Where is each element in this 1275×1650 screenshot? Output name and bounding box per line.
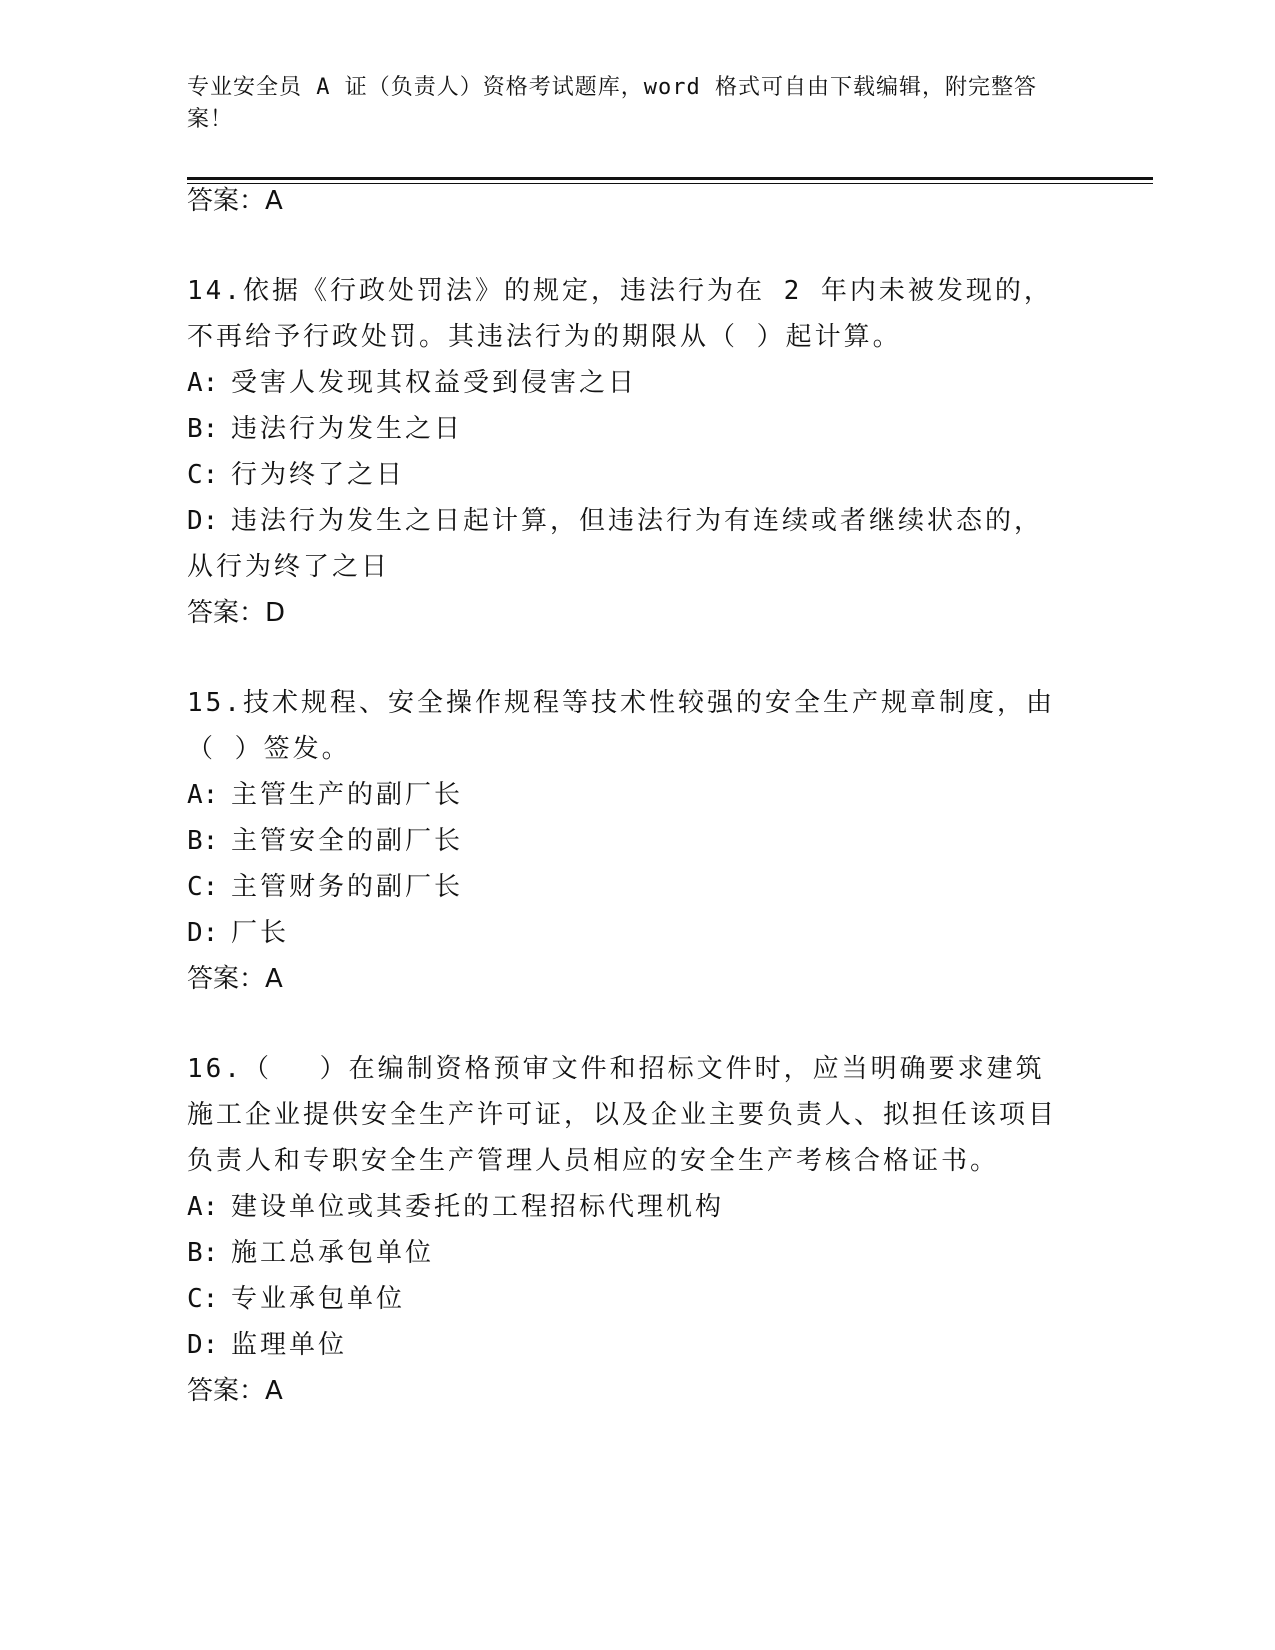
option-b <box>187 818 1067 864</box>
answer: 答案：A <box>187 1376 283 1406</box>
spacer <box>187 224 1067 268</box>
option-d <box>187 498 1067 590</box>
option-c <box>187 1276 1067 1322</box>
page-header: 专业安全员 A 证（负责人）资格考试题库，word 格式可自由下载编辑，附完整答案！ <box>187 75 1037 132</box>
answer: 答案：D <box>187 598 286 628</box>
option-letter: B: <box>187 414 219 444</box>
option-c <box>187 452 1067 498</box>
question-16 <box>187 1046 1067 1414</box>
option-letter: D: <box>187 506 219 536</box>
option-letter: A: <box>187 368 219 398</box>
option-a <box>187 1184 1067 1230</box>
content-body <box>187 178 1067 1414</box>
option-text: 监理单位 <box>231 1330 348 1360</box>
answer-previous: 答案：A <box>187 186 283 216</box>
option-letter: C: <box>187 1284 219 1314</box>
option-text: 厂长 <box>231 918 290 948</box>
option-a <box>187 360 1067 406</box>
option-letter: B: <box>187 826 219 856</box>
option-text: 主管生产的副厂长 <box>231 780 464 810</box>
option-text: 建设单位或其委托的工程招标代理机构 <box>231 1192 725 1222</box>
option-text: 专业承包单位 <box>231 1284 406 1314</box>
option-d <box>187 910 1067 956</box>
question-text: 16.（ ）在编制资格预审文件和招标文件时，应当明确要求建筑施工企业提供安全生产许可证，以及企业主要负责人、拟担任该项目负责人和专职安全生产管理人员相应的安全生产考核合格证书。 <box>187 1054 1058 1176</box>
option-a <box>187 772 1067 818</box>
option-letter: C: <box>187 460 219 490</box>
option-letter: A: <box>187 780 219 810</box>
option-letter: A: <box>187 1192 219 1222</box>
option-text: 行为终了之日 <box>231 460 406 490</box>
option-letter: D: <box>187 918 219 948</box>
option-letter: C: <box>187 872 219 902</box>
option-text: 主管安全的副厂长 <box>231 826 464 856</box>
question-text: 14.依据《行政处罚法》的规定，违法行为在 2 年内未被发现的，不再给予行政处罚。其违法行为的期限从（ ）起计算。 <box>187 276 1053 352</box>
option-text: 违法行为发生之日 <box>231 414 464 444</box>
question-15 <box>187 680 1067 1002</box>
option-text: 主管财务的副厂长 <box>231 872 464 902</box>
spacer <box>187 1002 1067 1046</box>
option-text: 受害人发现其权益受到侵害之日 <box>231 368 638 398</box>
option-text: 违法行为发生之日起计算，但违法行为有连续或者继续状态的，从行为终了之日 <box>187 506 1044 582</box>
spacer <box>187 636 1067 680</box>
question-text: 15.技术规程、安全操作规程等技术性较强的安全生产规章制度，由（ ）签发。 <box>187 688 1055 764</box>
option-letter: D: <box>187 1330 219 1360</box>
option-text: 施工总承包单位 <box>231 1238 435 1268</box>
option-b <box>187 1230 1067 1276</box>
answer: 答案：A <box>187 964 283 994</box>
option-c <box>187 864 1067 910</box>
option-letter: B: <box>187 1238 219 1268</box>
question-14 <box>187 268 1067 636</box>
option-d <box>187 1322 1067 1368</box>
option-b <box>187 406 1067 452</box>
